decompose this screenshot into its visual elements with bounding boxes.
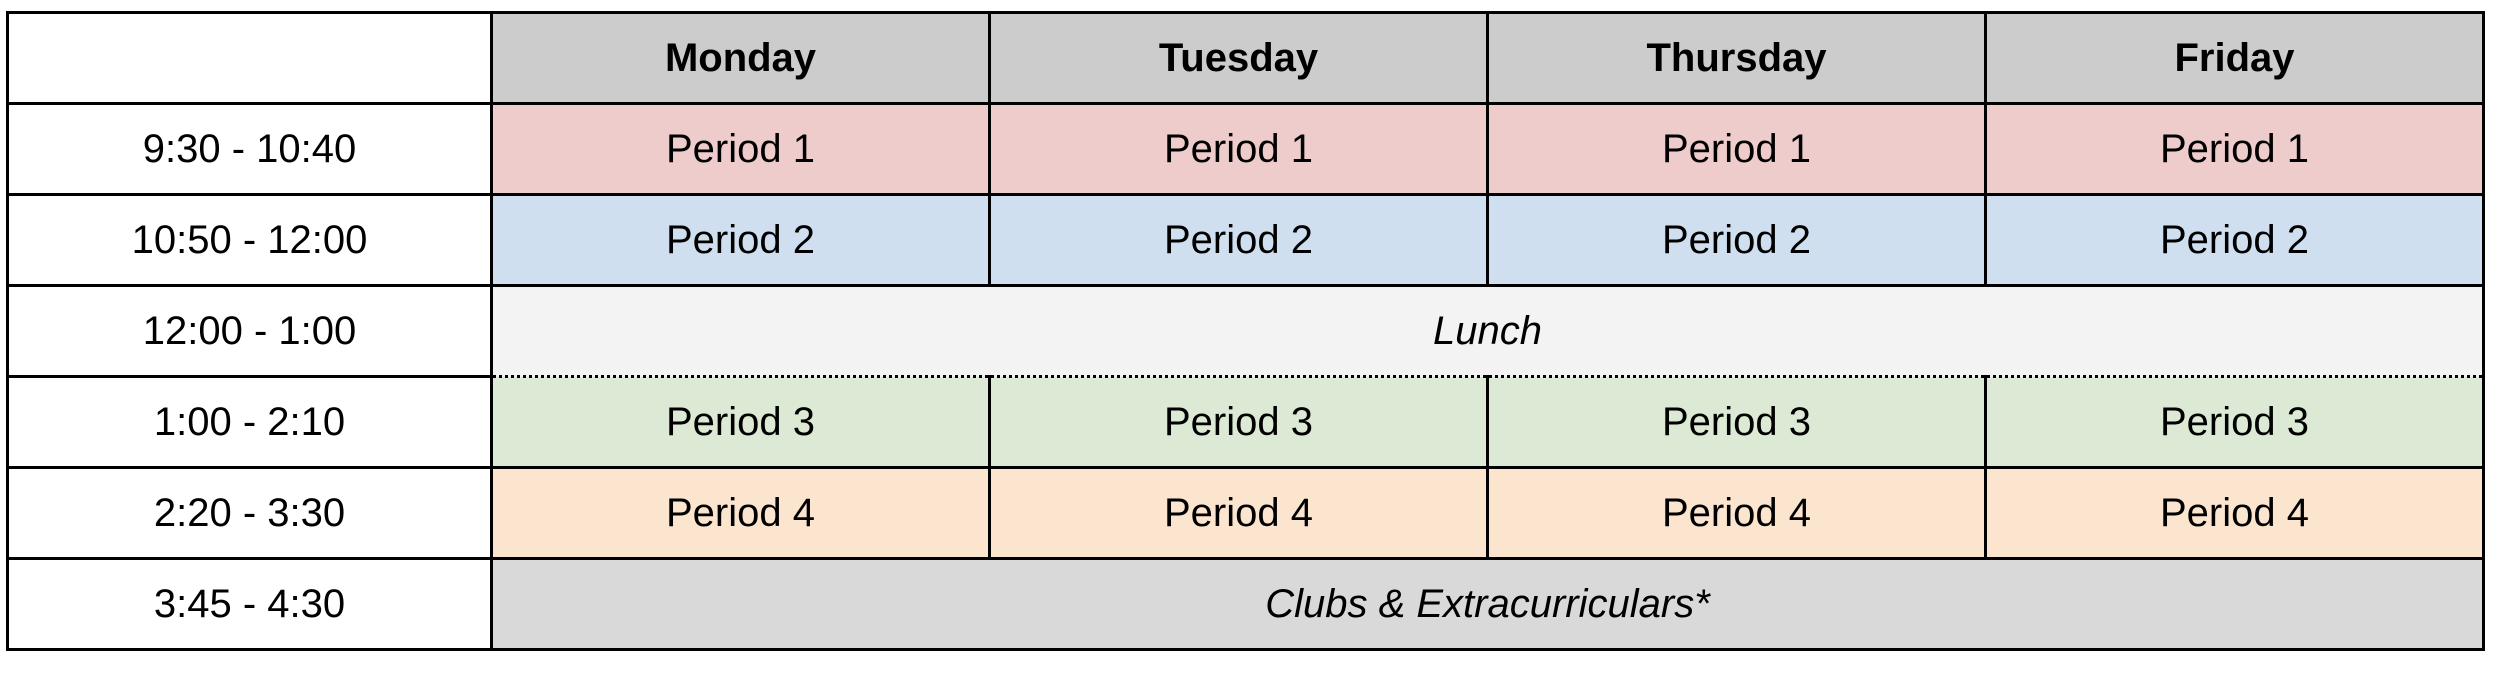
header-day-tuesday: Tuesday xyxy=(990,13,1488,104)
period-cell: Period 4 xyxy=(492,468,990,559)
time-slot-cell: 9:30 - 10:40 xyxy=(8,104,492,195)
time-slot-cell: 2:20 - 3:30 xyxy=(8,468,492,559)
time-slot-cell: 1:00 - 2:10 xyxy=(8,377,492,468)
table-row xyxy=(8,286,2484,377)
header-row xyxy=(8,13,2484,104)
time-slot-cell: 12:00 - 1:00 xyxy=(8,286,492,377)
header-corner-cell xyxy=(8,13,492,104)
table-row xyxy=(8,377,2484,468)
period-cell: Period 1 xyxy=(1488,104,1986,195)
period-cell: Period 3 xyxy=(990,377,1488,468)
lunch-cell: Lunch xyxy=(492,286,2484,377)
period-cell: Period 2 xyxy=(990,195,1488,286)
schedule-table xyxy=(6,11,2485,651)
period-cell: Period 4 xyxy=(1986,468,2484,559)
table-row xyxy=(8,195,2484,286)
period-cell: Period 3 xyxy=(492,377,990,468)
period-cell: Period 2 xyxy=(1488,195,1986,286)
table-row xyxy=(8,559,2484,650)
period-cell: Period 3 xyxy=(1986,377,2484,468)
schedule-container xyxy=(6,11,2485,651)
table-row xyxy=(8,468,2484,559)
clubs-cell: Clubs & Extracurriculars* xyxy=(492,559,2484,650)
period-cell: Period 3 xyxy=(1488,377,1986,468)
period-cell: Period 2 xyxy=(492,195,990,286)
period-cell: Period 4 xyxy=(1488,468,1986,559)
period-cell: Period 1 xyxy=(492,104,990,195)
header-day-friday: Friday xyxy=(1986,13,2484,104)
period-cell: Period 2 xyxy=(1986,195,2484,286)
period-cell: Period 1 xyxy=(990,104,1488,195)
table-row xyxy=(8,104,2484,195)
header-day-monday: Monday xyxy=(492,13,990,104)
period-cell: Period 1 xyxy=(1986,104,2484,195)
time-slot-cell: 10:50 - 12:00 xyxy=(8,195,492,286)
header-day-thursday: Thursday xyxy=(1488,13,1986,104)
time-slot-cell: 3:45 - 4:30 xyxy=(8,559,492,650)
period-cell: Period 4 xyxy=(990,468,1488,559)
